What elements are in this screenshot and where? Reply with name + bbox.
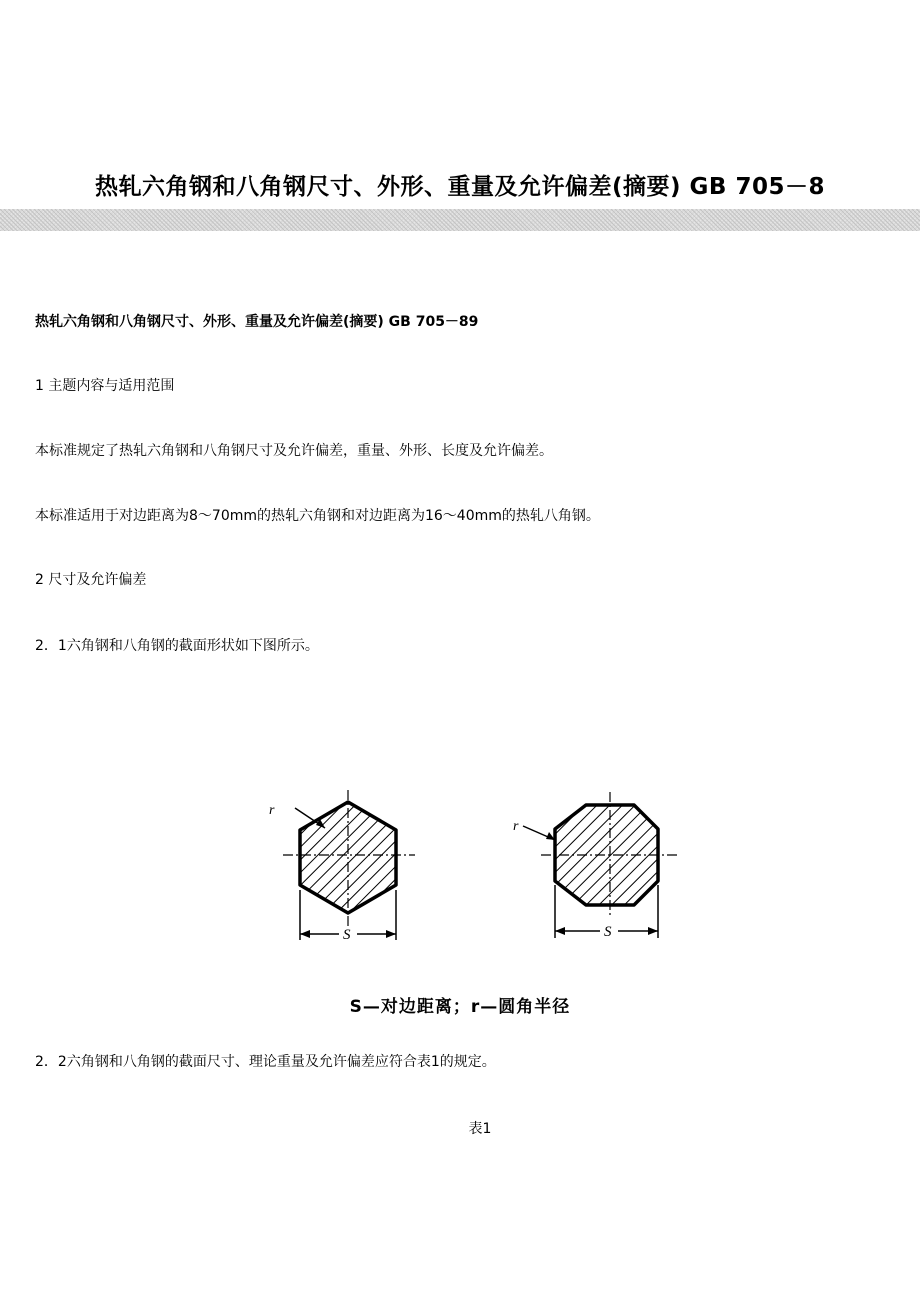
octagon-r-label: r xyxy=(513,819,519,834)
title-divider-band xyxy=(0,209,920,231)
table-1-label: 表1 xyxy=(468,1121,492,1137)
standard-subtitle: 热轧六角钢和八角钢尺寸、外形、重量及允许偏差(摘要) GB 705－89 xyxy=(35,314,479,330)
cross-section-figure xyxy=(255,790,725,1010)
hexagon-section xyxy=(269,790,415,943)
figure-caption: S—对边距离；r—圆角半径 xyxy=(349,997,571,1017)
paragraph-scope-1: 本标准规定了热轧六角钢和八角钢尺寸及允许偏差，重量、外形、长度及允许偏差。 xyxy=(35,443,553,459)
section-1-heading: 1 主题内容与适用范围 xyxy=(35,378,175,394)
section-2-heading: 2 尺寸及允许偏差 xyxy=(35,572,147,588)
paragraph-scope-2: 本标准适用于对边距离为8～70mm的热轧六角钢和对边距离为16～40mm的热轧八角钢。 xyxy=(35,508,600,524)
octagon-section xyxy=(513,792,677,940)
clause-2-1: 2．1六角钢和八角钢的截面形状如下图所示。 xyxy=(35,638,319,654)
octagon-s-label: S xyxy=(604,924,612,940)
hexagon-r-label: r xyxy=(269,803,275,818)
document-title: 热轧六角钢和八角钢尺寸、外形、重量及允许偏差(摘要) GB 705－8 xyxy=(95,174,825,200)
clause-2-2: 2．2六角钢和八角钢的截面尺寸、理论重量及允许偏差应符合表1的规定。 xyxy=(35,1054,496,1070)
hexagon-s-label: S xyxy=(343,927,351,943)
